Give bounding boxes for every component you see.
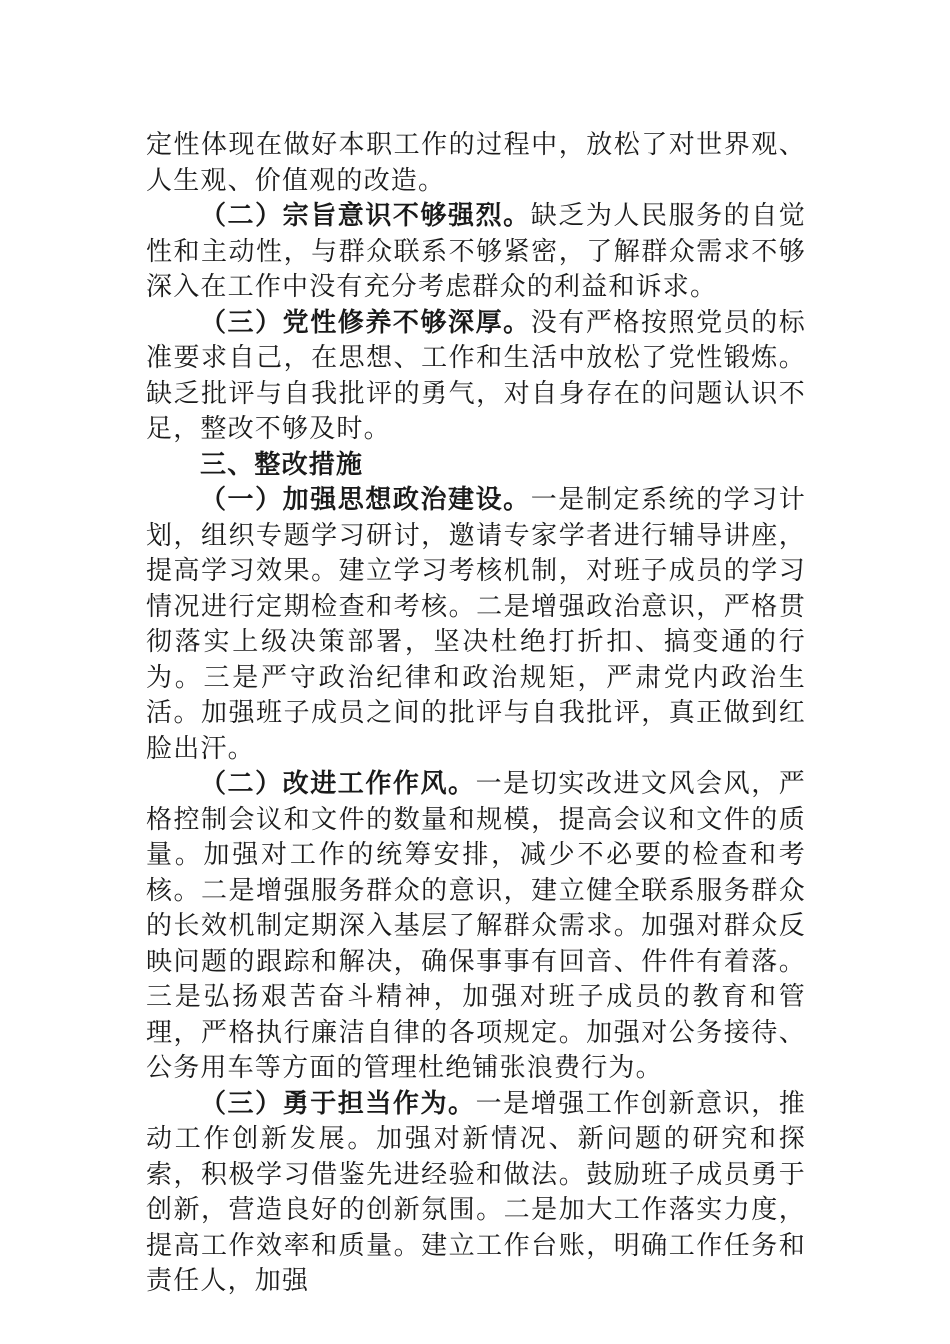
paragraph-text: 一是切实改进文风会风，严格控制会议和文件的数量和规模，提高会议和文件的质量。加强对工作的统筹安排，减少不必要的检查和考核。二是增强服务群众的意识，建立健全联系服务群众的长效机制定期深入基层了解群众需求。加强对群众反映问题的跟踪和解决，确保事事有回音、件件有着落。三是弘扬艰苦奋斗精神，加强对班子成员的教育和管理，严格执行廉洁自律的各项规定。加强对公务接待、公务用车等方面的管理杜绝铺张浪费行为。 [146, 769, 806, 1083]
paragraph-lead: （二）宗旨意识不够强烈。 [200, 201, 531, 231]
paragraph-lead: （一）加强思想政治建设。 [200, 485, 531, 515]
paragraph-text: 缺乏为人民服务的自觉性和主动性，与群众联系不够紧密，了解群众需求不够深入在工作中没有充分考虑群众的利益和诉求。 [146, 201, 806, 302]
paragraph-responsibility [146, 1087, 806, 1300]
section-heading-rectification: 三、整改措施 [200, 449, 364, 480]
paragraph-text: 没有严格按照党员的标准要求自己，在思想、工作和生活中放松了党性锻炼。缺乏批评与自我批评的勇气，对自身存在的问题认识不足，整改不够及时。 [146, 307, 806, 444]
paragraph-text: 一是增强工作创新意识，推动工作创新发展。加强对新情况、新问题的研究和探索，积极学习借鉴先进经验和做法。鼓励班子成员勇于创新，营造良好的创新氛围。二是加大工作落实力度，提高工作效率和质量。建立工作台账，明确工作任务和责任人，加强 [146, 1088, 806, 1296]
paragraph-continuation [146, 128, 806, 199]
paragraph-political-construction [146, 483, 806, 767]
paragraph-text: 定性体现在做好本职工作的过程中，放松了对世界观、人生观、价值观的改造。 [146, 130, 806, 196]
paragraph-work-style [146, 767, 806, 1087]
paragraph-lead: （二）改进工作作风。 [200, 769, 476, 799]
paragraph-text: 一是制定系统的学习计划，组织专题学习研讨，邀请专家学者进行辅导讲座，提高学习效果。建立学习考核机制，对班子成员的学习情况进行定期检查和考核。二是增强政治意识，严格贯彻落实上级决策部署，坚决杜绝打折扣、搞变通的行为。三是严守政治纪律和政治规矩，严肃党内政治生活。加强班子成员之间的批评与自我批评，真正做到红脸出汗。 [146, 485, 806, 764]
document-page [146, 128, 806, 1300]
paragraph-lead: （三）勇于担当作为。 [200, 1088, 476, 1119]
paragraph-party-spirit [146, 306, 806, 448]
paragraph-lead: （三）党性修养不够深厚。 [200, 307, 531, 338]
paragraph-purpose-awareness [146, 199, 806, 306]
